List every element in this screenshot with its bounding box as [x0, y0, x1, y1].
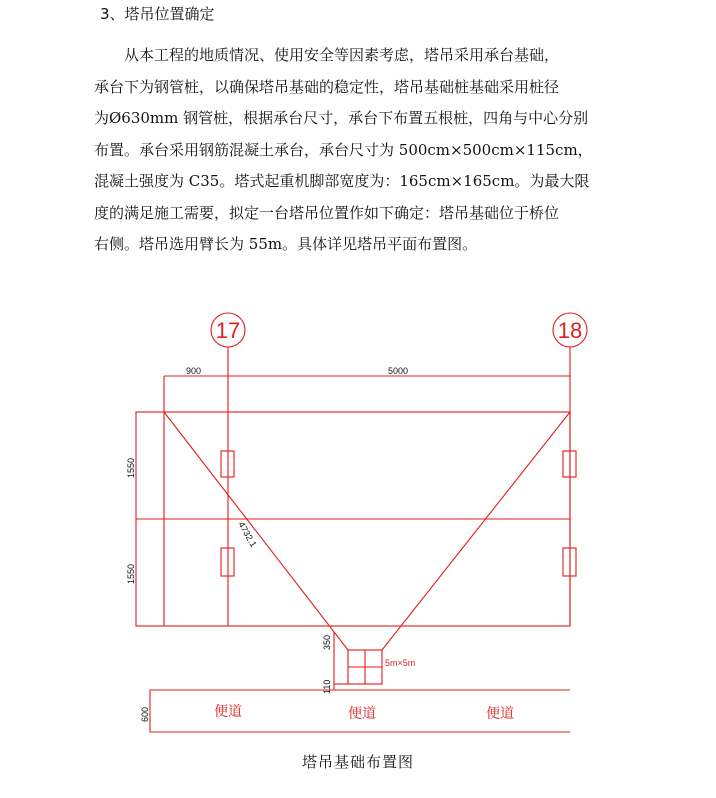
- dim-left-upper: 1550: [126, 457, 136, 478]
- paragraph-line: 布置。承台采用钢筋混凝土承台，承台尺寸为 500cm×500cm×115cm，: [94, 140, 593, 159]
- road-label: 便道: [348, 706, 376, 722]
- diagonal-right: [382, 412, 570, 650]
- paragraph-line: 右侧。塔吊选用臂长为 55m。具体详见塔吊平面布置图。: [94, 235, 478, 253]
- diagonal-left: [164, 412, 348, 650]
- dim-top-left: 900: [186, 366, 202, 376]
- road-label: 便道: [486, 706, 514, 722]
- dim-diagonal: 4732.1: [236, 520, 259, 549]
- paragraph-line: 度的满足施工需要，拟定一台塔吊位置作如下确定：塔吊基础位于桥位: [94, 203, 560, 222]
- axis-label-18: 18: [557, 318, 583, 343]
- paragraph-line: 混凝土强度为 C35。塔式起重机脚部宽度为：165cm×165cm。为最大限: [94, 172, 590, 190]
- figure-caption: 塔吊基础布置图: [301, 753, 414, 771]
- paragraph-line: 从本工程的地质情况、使用安全等因素考虑，塔吊采用承台基础，: [124, 46, 560, 64]
- crane-base-label: 5m×5m: [385, 658, 416, 668]
- paragraph-line: 承台下为钢管桩，以确保塔吊基础的稳定性，塔吊基础桩基础采用桩径: [94, 77, 560, 96]
- dim-bottom: 110: [322, 679, 332, 694]
- section-heading: 3、塔吊位置确定: [100, 5, 215, 23]
- dim-left-lower: 1550: [126, 563, 136, 584]
- road-label: 便道: [214, 704, 242, 720]
- dim-top-right: 5000: [388, 366, 409, 376]
- dim-gap: 350: [322, 634, 332, 650]
- axis-label-17: 17: [215, 318, 241, 343]
- dim-road: 600: [140, 706, 150, 722]
- paragraph-line: 为Ø630mm 钢管桩，根据承台尺寸，承台下布置五根桩，四角与中心分别: [94, 109, 589, 127]
